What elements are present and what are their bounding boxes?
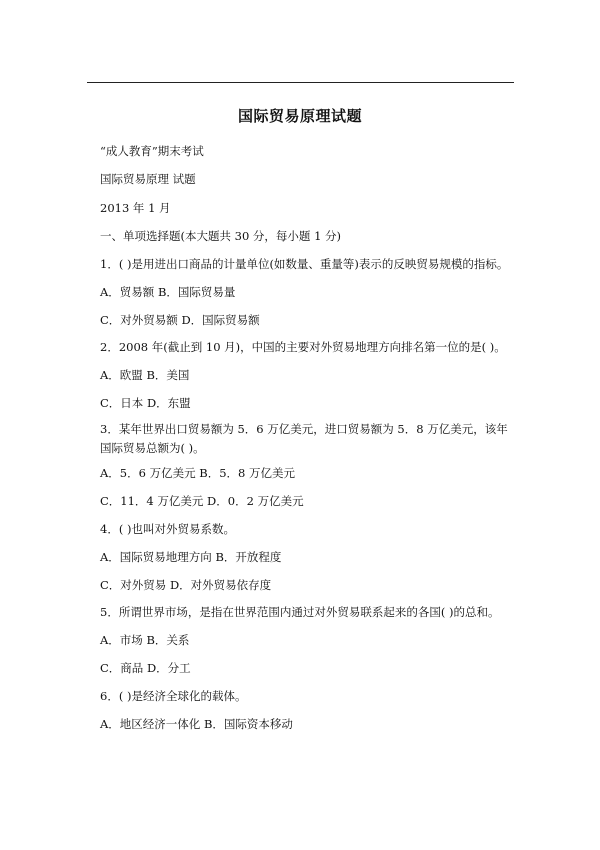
q1-options-ab: A．贸易额 B．国际贸易量 bbox=[100, 285, 236, 299]
question-2: 2．2008 年(截止到 10 月)，中国的主要对外贸易地理方向排名第一位的是( )。 bbox=[100, 340, 506, 354]
question-1: 1．( )是用进出口商品的计量单位(如数量、重量等)表示的反映贸易规模的指标。 bbox=[100, 257, 509, 271]
question-4: 4．( )也叫对外贸易系数。 bbox=[100, 522, 235, 536]
section-heading: 一、单项选择题(本大题共 30 分，每小题 1 分) bbox=[100, 229, 342, 243]
q3-options-ab: A．5．6 万亿美元 B．5．8 万亿美元 bbox=[100, 466, 295, 480]
document-title: 国际贸易原理试题 bbox=[237, 107, 362, 125]
q3-options-cd: C．11．4 万亿美元 D．0．2 万亿美元 bbox=[100, 494, 304, 508]
q4-options-ab: A．国际贸易地理方向 B．开放程度 bbox=[100, 550, 282, 564]
q5-options-cd: C．商品 D．分工 bbox=[100, 661, 191, 675]
question-5: 5．所谓世界市场，是指在世界范围内通过对外贸易联系起来的各国( )的总和。 bbox=[100, 605, 500, 619]
q6-options-ab: A．地区经济一体化 B．国际资本移动 bbox=[100, 717, 293, 731]
q2-options-ab: A．欧盟 B．美国 bbox=[100, 368, 190, 382]
q4-options-cd: C．对外贸易 D．对外贸易依存度 bbox=[100, 578, 272, 592]
question-6: 6．( )是经济全球化的载体。 bbox=[100, 689, 247, 703]
header-rule bbox=[87, 82, 514, 83]
subject-line: 国际贸易原理 试题 bbox=[100, 172, 196, 186]
exam-type-line: “成人教育”期末考试 bbox=[100, 144, 204, 158]
question-3: 3．某年世界出口贸易额为 5．6 万亿美元，进口贸易额为 5．8 万亿美元，该年国际贸易总额为( )。 bbox=[100, 422, 508, 455]
date-line: 2013 年 1 月 bbox=[100, 201, 171, 215]
q2-options-cd: C．日本 D．东盟 bbox=[100, 396, 191, 410]
q5-options-ab: A．市场 B．关系 bbox=[100, 633, 190, 647]
q1-options-cd: C．对外贸易额 D．国际贸易额 bbox=[100, 313, 260, 327]
